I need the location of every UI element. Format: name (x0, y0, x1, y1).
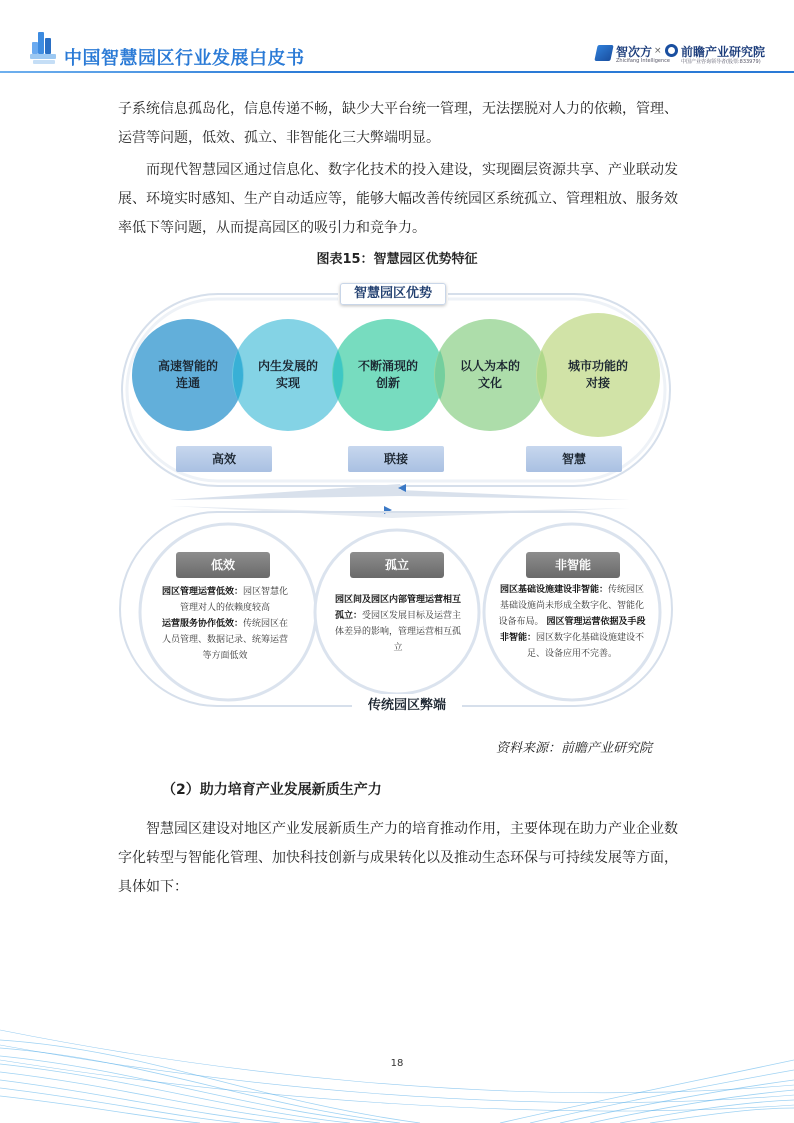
section-paragraph: 智慧园区建设对地区产业发展新质生产力的培育推动作用，主要体现在助力产业企业数字化转型与智能化管理、加快科技创新与成果转化以及推动生态环保与可持续发展等方面，具体如下： (118, 821, 678, 895)
circle-label-line1: 不断涌现的 (357, 359, 418, 373)
drawback-body-2: 园区数字化基础设施建设不足、设备应用不完善。 (526, 633, 645, 659)
circle-label-city (558, 358, 638, 392)
circle-label-line1: 城市功能的 (567, 359, 628, 373)
section-heading: （2）助力培育产业发展新质生产力 (162, 782, 382, 798)
advantage-caption-text: 智慧园区优势 (353, 286, 432, 301)
circle-label-line2: 文化 (477, 376, 502, 390)
circle-label-line2: 对接 (585, 376, 610, 390)
drawback-body-2: 传统园区在人员管理、数据记录、统筹运营等方面低效 (161, 619, 289, 661)
drawback-bold-2: 运营服务协作低效： (161, 619, 243, 629)
qianzhan-brand-name: 前瞻产业研究院 (681, 45, 766, 59)
drawback-body-1: 传统园区基础设施尚未形成全数字化、智能化设备布局。 (498, 585, 645, 627)
figure-source: 资料来源：前瞻产业研究院 (496, 741, 653, 756)
body-paragraph-2: 而现代智慧园区通过信息化、数字化技术的投入建设，实现圈层资源共享、产业联动发展、环境实时感知、生产自动适应等，能够大幅改善传统园区系统孤立、管理粗放、服务效率低下等问题，从而提高园区的吸引力和竞争力。 (118, 162, 678, 236)
zhicifang-brand-name: 智次方 (616, 45, 653, 59)
drawback-body-1: 园区智慧化管理对人的依赖度较高 (179, 587, 289, 613)
brand-separator: × (654, 46, 662, 56)
drawback-text-isolated (334, 592, 462, 656)
qianzhan-brand-sub: 中国产业咨询领导者(股票:833979) (681, 59, 761, 65)
circle-label-line1: 高速智能的 (157, 359, 218, 373)
drawback-tag-inefficient: 低效 (176, 552, 270, 578)
drawback-text-inefficient (158, 584, 292, 664)
drawback-body-1: 受园区发展目标及运营主体差异的影响，管理运营相互孤立 (334, 611, 462, 653)
drawback-caption: 传统园区弊端 (352, 694, 462, 718)
circle-label-connectivity (148, 358, 228, 392)
circle-label-people (450, 358, 530, 392)
drawback-bold-2: 园区管理运营依据及手段非智能： (499, 617, 646, 643)
advantage-caption (338, 281, 448, 307)
page-number: 18 (390, 1058, 404, 1069)
body-paragraph-1: 子系统信息孤岛化，信息传递不畅，缺少大平台统一管理，无法摆脱对人力的依赖，管理、运营等问题，低效、孤立、非智能化三大弊端明显。 (118, 101, 678, 146)
circle-label-line1: 内生发展的 (257, 359, 318, 373)
circle-label-line2: 实现 (275, 376, 300, 390)
circle-label-line1: 以人为本的 (459, 359, 520, 373)
tag-connected: 联接 (348, 446, 444, 472)
document-title: 中国智慧园区行业发展白皮书 (64, 48, 305, 69)
drawback-tag-isolated: 孤立 (350, 552, 444, 578)
drawback-bold-1: 园区间及园区内部管理运营相互孤立： (334, 595, 461, 621)
figure-title: 图表15：智慧园区优势特征 (316, 252, 478, 267)
drawback-tag-non-intelligent: 非智能 (526, 552, 620, 578)
tag-efficient: 高效 (176, 446, 272, 472)
circle-label-line2: 创新 (375, 376, 400, 390)
circle-label-endogenous (248, 358, 328, 392)
circle-label-innovation (348, 358, 428, 392)
drawback-text-non-intelligent (498, 582, 646, 662)
footer-wave-decoration (0, 990, 794, 1123)
zhicifang-brand-sub: Zhicifang Intelligence (616, 58, 670, 64)
drawback-bold-1: 园区管理运营低效： (161, 587, 243, 597)
tag-intelligent: 智慧 (526, 446, 622, 472)
drawback-bold-1: 园区基础设施建设非智能： (499, 585, 608, 595)
circle-label-line2: 连通 (175, 376, 200, 390)
